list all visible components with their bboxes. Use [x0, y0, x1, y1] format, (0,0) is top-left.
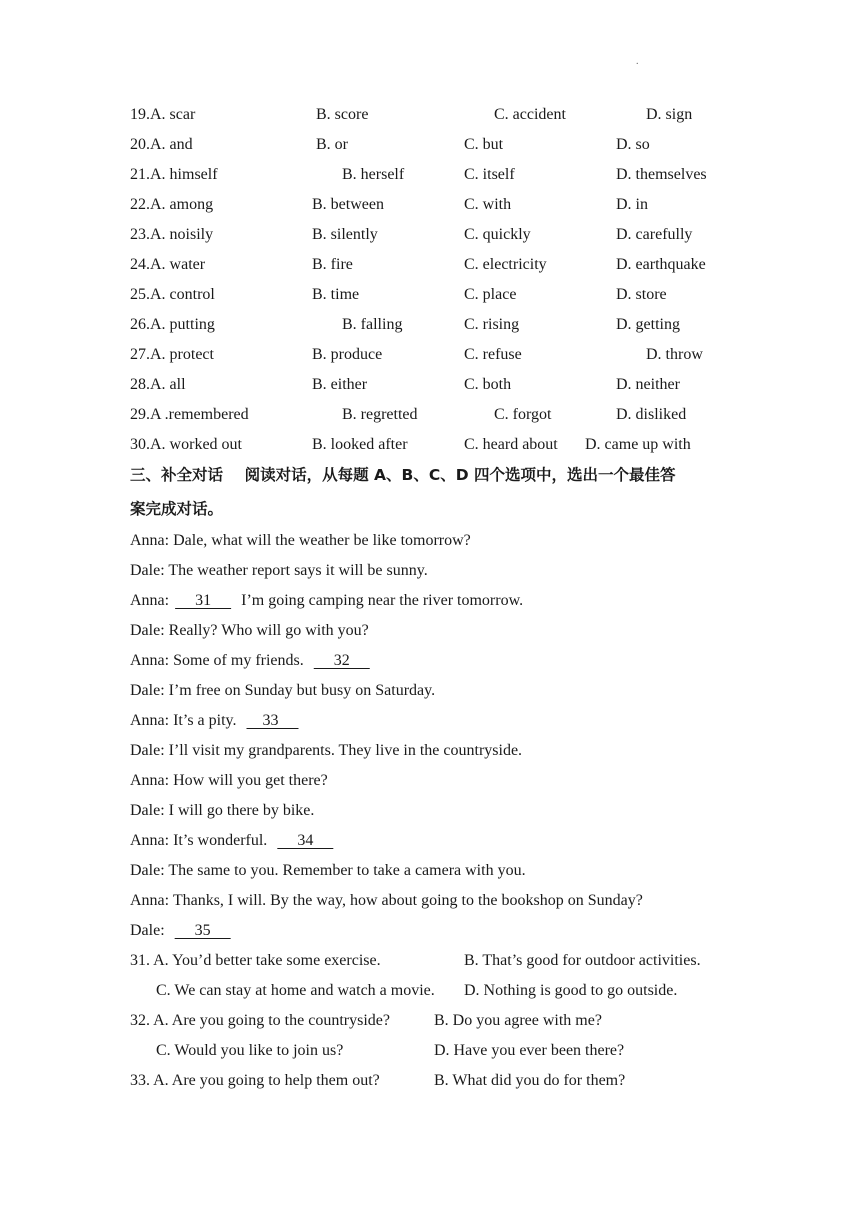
option-c: C. accident: [494, 106, 566, 123]
option-c: C. refuse: [464, 346, 522, 363]
option-a: 29.A .remembered: [130, 406, 249, 423]
option-33-b: B. What did you do for them?: [434, 1072, 626, 1089]
option-d: D. so: [616, 136, 650, 153]
dialogue-text: Anna: Some of my friends.: [130, 652, 312, 669]
option-d: D. came up with: [585, 436, 691, 453]
option-c: C. heard about: [464, 436, 558, 453]
dialogue-text: Dale: I’ll visit my grandparents. They live in the countryside.: [130, 742, 523, 759]
option-d: D. disliked: [616, 406, 687, 423]
dialogue-line: [130, 616, 369, 646]
dialogue-line: [130, 886, 643, 916]
option-b: B. score: [316, 106, 369, 123]
option-a: 21.A. himself: [130, 166, 218, 183]
option-d: D. themselves: [616, 166, 707, 183]
blank-34: 34: [277, 832, 334, 849]
dialogue-text: Dale: I will go there by bike.: [130, 802, 315, 819]
option-32-d: D. Have you ever been there?: [434, 1042, 625, 1059]
option-31-b: B. That’s good for outdoor activities.: [464, 952, 701, 969]
option-c: C. rising: [464, 316, 520, 333]
dialogue-line: [130, 736, 522, 766]
option-c: C. but: [464, 136, 504, 153]
option-d: D. earthquake: [616, 256, 706, 273]
option-b: B. regretted: [342, 406, 418, 423]
option-a: 20.A. and: [130, 136, 193, 153]
option-32-b: B. Do you agree with me?: [434, 1012, 602, 1029]
option-a: 26.A. putting: [130, 316, 215, 333]
option-a: 24.A. water: [130, 256, 206, 273]
dialogue-text: Dale: The weather report says it will be sunny.: [130, 562, 428, 579]
dialogue-text: Anna: Dale, what will the weather be like tomorrow?: [130, 532, 471, 549]
option-c: C. with: [464, 196, 512, 213]
option-a: 25.A. control: [130, 286, 215, 303]
dialogue-line: [130, 646, 372, 676]
option-a: 22.A. among: [130, 196, 214, 213]
option-33-a: 33. A. Are you going to help them out?: [130, 1072, 380, 1089]
option-a: 27.A. protect: [130, 346, 214, 363]
option-c: C. forgot: [494, 406, 552, 423]
section-title: 三、补全对话: [130, 466, 224, 484]
section-instruction-part: 四个选项中，选出一个最佳答: [474, 466, 676, 484]
option-c: C. place: [464, 286, 517, 303]
dialogue-text: Dale: I’m free on Sunday but busy on Saturday.: [130, 682, 436, 699]
option-d: D. in: [616, 196, 648, 213]
option-b: B. herself: [342, 166, 405, 183]
dialogue-text: Anna: It’s a pity.: [130, 712, 245, 729]
option-32-c: C. Would you like to join us?: [156, 1042, 344, 1059]
option-a: 19.A. scar: [130, 106, 196, 123]
option-b: B. fire: [312, 256, 353, 273]
dialogue-text: I’m going camping near the river tomorrow.: [233, 592, 524, 609]
option-31-d: D. Nothing is good to go outside.: [464, 982, 678, 999]
dialogue-text: Dale:: [130, 922, 173, 939]
section-heading: [130, 458, 750, 526]
blank-35: 35: [174, 922, 231, 939]
dialogue-line: [130, 916, 233, 946]
option-a: 30.A. worked out: [130, 436, 242, 453]
section-heading-line-1: [130, 458, 750, 492]
section-instruction-part: 阅读对话，从每题: [244, 466, 369, 484]
option-a: 23.A. noisily: [130, 226, 214, 243]
dialogue-line: [130, 556, 428, 586]
dialogue-text: Anna: Thanks, I will. By the way, how about going to the bookshop on Sunday?: [130, 892, 643, 909]
option-b: B. between: [312, 196, 384, 213]
dialogue-line: [130, 586, 523, 616]
dialogue-line: [130, 526, 471, 556]
option-b: B. looked after: [312, 436, 408, 453]
dialogue-line: [130, 826, 335, 856]
option-b: B. or: [316, 136, 348, 153]
dialogue-line: [130, 676, 435, 706]
option-b: B. produce: [312, 346, 383, 363]
option-d: D. sign: [646, 106, 693, 123]
page-marker: .: [636, 56, 639, 67]
option-d: D. neither: [616, 376, 680, 393]
option-c: C. quickly: [464, 226, 531, 243]
option-31-c: C. We can stay at home and watch a movie.: [156, 982, 435, 999]
option-32-a: 32. A. Are you going to the countryside?: [130, 1012, 390, 1029]
option-c: C. both: [464, 376, 512, 393]
option-d: D. throw: [646, 346, 703, 363]
option-b: B. silently: [312, 226, 378, 243]
blank-32: 32: [313, 652, 370, 669]
blank-31: 31: [175, 592, 232, 609]
dialogue-text: Anna: It’s wonderful.: [130, 832, 276, 849]
dialogue-text: Anna: How will you get there?: [130, 772, 328, 789]
dialogue-line: [130, 706, 301, 736]
dialogue-text: Anna:: [130, 592, 174, 609]
option-31-a: 31. A. You’d better take some exercise.: [130, 952, 381, 969]
option-b: B. either: [312, 376, 368, 393]
option-a: 28.A. all: [130, 376, 186, 393]
dialogue-text: Dale: The same to you. Remember to take a camera with you.: [130, 862, 526, 879]
section-heading-line-2: 案完成对话。: [130, 500, 224, 518]
option-d: D. store: [616, 286, 667, 303]
dialogue-line: [130, 856, 526, 886]
option-c: C. electricity: [464, 256, 547, 273]
dialogue-line: [130, 766, 328, 796]
blank-33: 33: [246, 712, 299, 729]
dialogue-text: Dale: Really? Who will go with you?: [130, 622, 369, 639]
option-d: D. carefully: [616, 226, 693, 243]
option-b: B. time: [312, 286, 360, 303]
option-d: D. getting: [616, 316, 680, 333]
section-instruction-letters: A、B、C、D: [374, 466, 469, 484]
option-c: C. itself: [464, 166, 515, 183]
dialogue-line: [130, 796, 314, 826]
option-b: B. falling: [342, 316, 403, 333]
